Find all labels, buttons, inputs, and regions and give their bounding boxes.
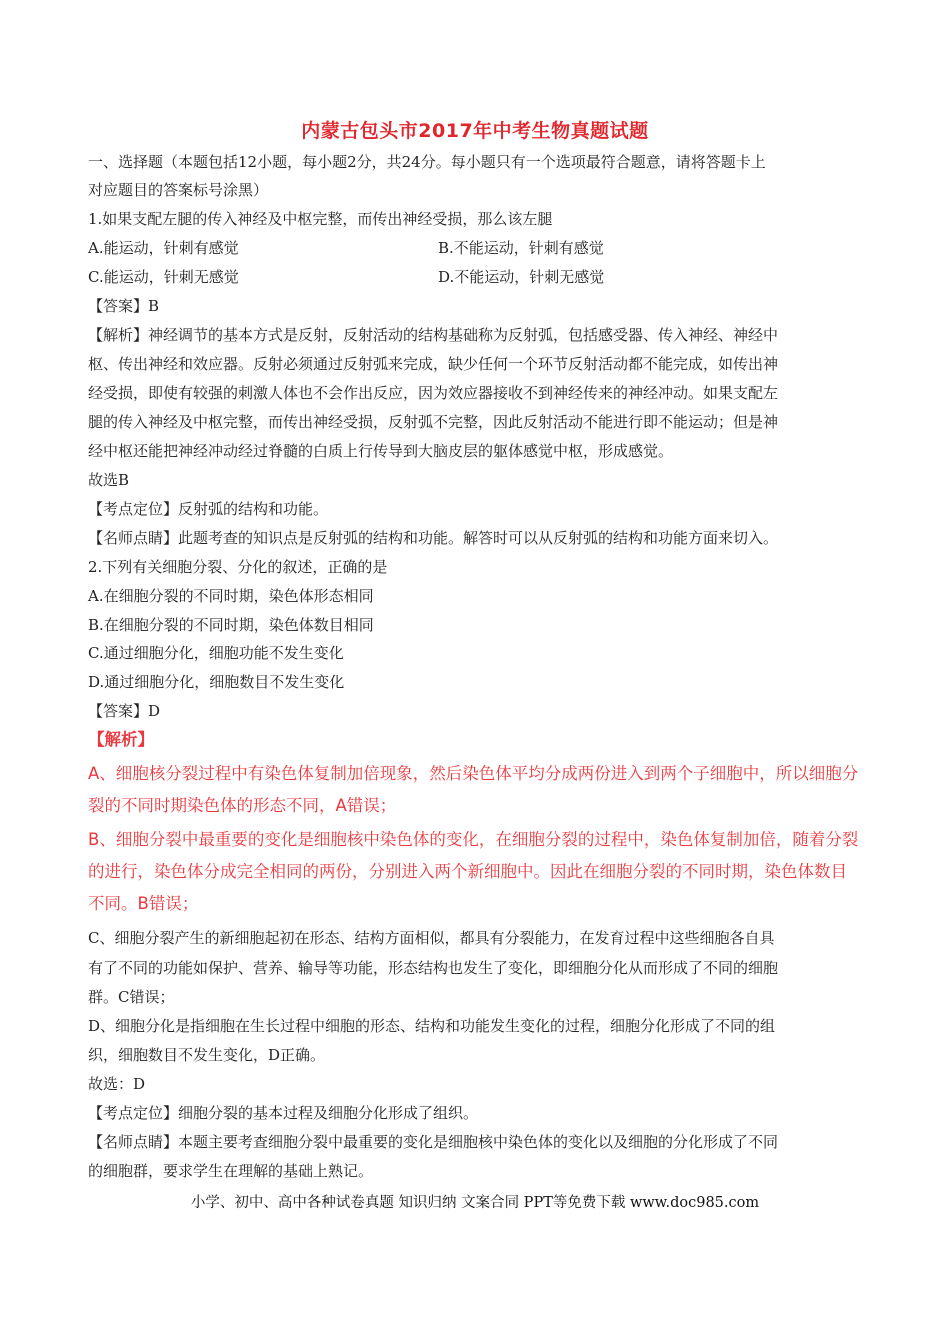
q2-analysis-red-line: A、细胞核分裂过程中有染色体复制加倍现象，然后染色体平均分成两份进入到两个子细胞中，所以细胞分	[88, 764, 859, 783]
q2-teacher-tip: 【名师点睛】本题主要考查细胞分裂中最重要的变化是细胞核中染色体的变化以及细胞的分化形成了不同	[88, 1133, 779, 1151]
q1-answer: 【答案】B	[88, 297, 160, 315]
q2-analysis-red-line: 裂的不同时期染色体的形态不同，A错误；	[88, 796, 397, 815]
q1-option-a: A.能运动，针刺有感觉	[88, 239, 239, 257]
page-footer: 小学、初中、高中各种试卷真题 知识归纳 文案合同 PPT等免费下载 www.doc985.com	[190, 1195, 760, 1211]
q2-analysis-line: D、细胞分化是指细胞在生长过程中细胞的形态、结构和功能发生变化的过程，细胞分化形成了不同的组	[88, 1017, 776, 1035]
q2-option-a: A.在细胞分裂的不同时期，染色体形态相同	[88, 587, 374, 605]
q1-option-d: D.不能运动，针刺无感觉	[438, 268, 605, 286]
q1-analysis-line: 经受损，即使有较强的刺激人体也不会作出反应，因为效应器接收不到神经传来的神经冲动。如果支配左	[88, 384, 779, 402]
q2-option-c: C.通过细胞分化，细胞功能不发生变化	[88, 644, 344, 662]
q2-analysis-red-line: B、细胞分裂中最重要的变化是细胞核中染色体的变化，在细胞分裂的过程中，染色体复制加倍，随着分裂	[88, 830, 859, 849]
section-instruction-cont: 对应题目的答案标号涂黑）	[88, 181, 269, 199]
q1-knowledge-point: 【考点定位】反射弧的结构和功能。	[88, 500, 329, 518]
q2-choice: 故选：D	[88, 1075, 146, 1093]
q1-analysis-line: 经中枢还能把神经冲动经过脊髓的白质上行传导到大脑皮层的躯体感觉中枢，形成感觉。	[88, 442, 674, 460]
q2-analysis-line: C、细胞分裂产生的新细胞起初在形态、结构方面相似，都具有分裂能力，在发育过程中这些细胞各自具	[88, 929, 775, 947]
section-instruction: 一、选择题（本题包括12小题，每小题2分，共24分。每小题只有一个选项最符合题意，请将答题卡上	[88, 153, 766, 171]
q2-analysis-line: 群。C错误；	[88, 988, 175, 1006]
q1-stem: 1.如果支配左腿的传入神经及中枢完整，而传出神经受损，那么该左腿	[88, 210, 553, 228]
q2-knowledge-point: 【考点定位】细胞分裂的基本过程及细胞分化形成了组织。	[88, 1104, 479, 1122]
q1-choice: 故选B	[88, 471, 130, 489]
q2-analysis-red-line: 不同。B错误；	[88, 894, 199, 913]
q2-analysis-heading: 【解析】	[88, 730, 154, 749]
q2-option-b: B.在细胞分裂的不同时期，染色体数目相同	[88, 616, 374, 634]
q2-stem: 2.下列有关细胞分裂、分化的叙述，正确的是	[88, 558, 388, 576]
q2-teacher-tip-cont: 的细胞群，要求学生在理解的基础上熟记。	[88, 1162, 374, 1180]
q1-teacher-tip: 【名师点睛】此题考查的知识点是反射弧的结构和功能。解答时可以从反射弧的结构和功能方面来切入。	[88, 529, 779, 547]
q2-option-d: D.通过细胞分化，细胞数目不发生变化	[88, 673, 345, 691]
q1-option-c: C.能运动，针刺无感觉	[88, 268, 239, 286]
q1-option-b: B.不能运动，针刺有感觉	[438, 239, 604, 257]
q2-answer: 【答案】D	[88, 702, 161, 720]
q2-analysis-red-line: 的进行，染色体分成完全相同的两份，分别进入两个新细胞中。因此在细胞分裂的不同时期，染色体数目	[88, 862, 847, 881]
q1-analysis-line: 【解析】神经调节的基本方式是反射，反射活动的结构基础称为反射弧，包括感受器、传入神经、神经中	[88, 326, 779, 344]
q1-analysis-line: 枢、传出神经和效应器。反射必须通过反射弧来完成，缺少任何一个环节反射活动都不能完成，如传出神	[88, 355, 779, 373]
page-title: 内蒙古包头市2017年中考生物真题试题	[301, 120, 649, 142]
q2-analysis-line: 有了不同的功能如保护、营养、输导等功能，形态结构也发生了变化，即细胞分化从而形成了不同的细胞	[88, 959, 779, 977]
q2-analysis-line: 织，细胞数目不发生变化，D正确。	[88, 1046, 326, 1064]
q1-analysis-line: 腿的传入神经及中枢完整，而传出神经受损，反射弧不完整，因此反射活动不能进行即不能运动；但是神	[88, 413, 779, 431]
